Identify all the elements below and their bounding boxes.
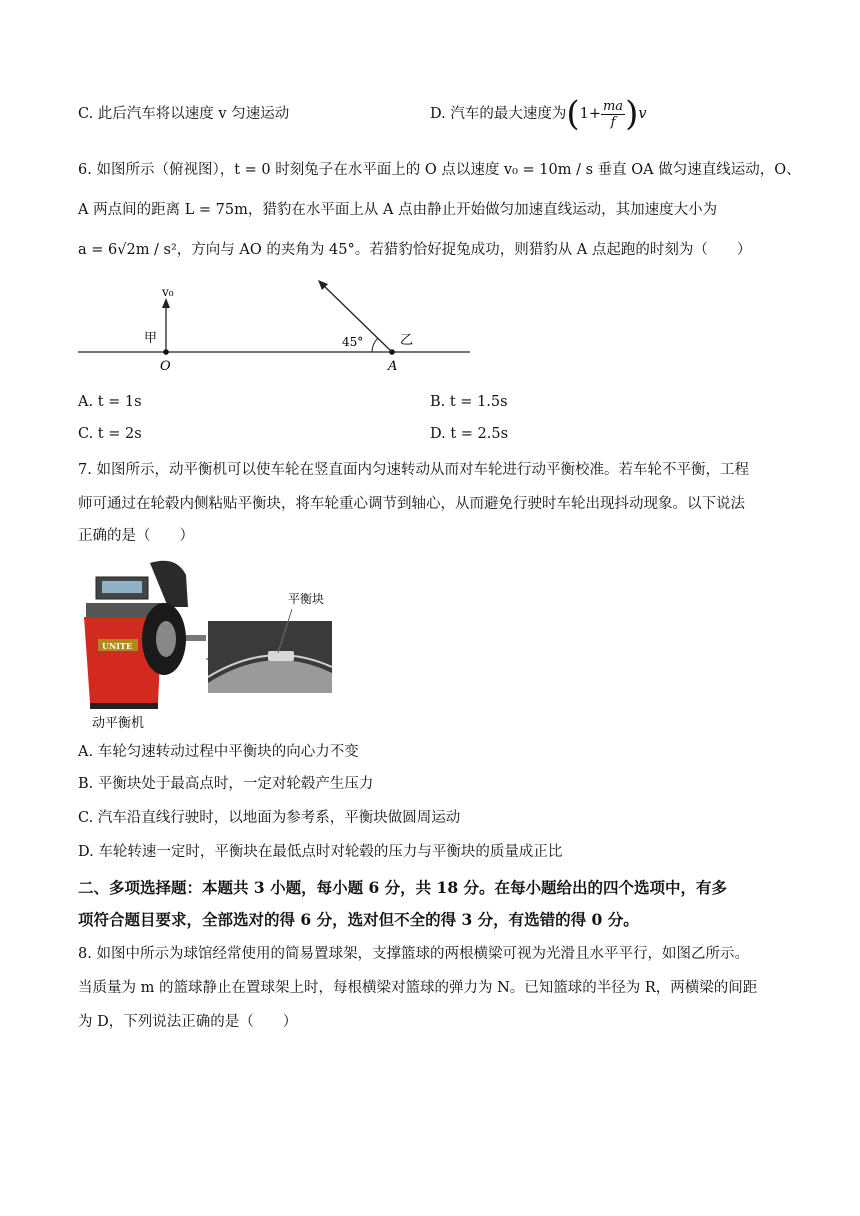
q6-figure: [76, 278, 476, 374]
velocity-arrow-head: [162, 298, 170, 308]
o-label: O: [160, 359, 171, 374]
q6-option-a: A. t = 1s: [78, 394, 142, 410]
q6-text-line-2: A 两点间的距离 L = 75m，猎豹在水平面上从 A 点由静止开始做匀加速直线运动，其加速度大小为: [78, 202, 718, 218]
fraction-denominator: f: [610, 114, 616, 130]
q7-option-b: B. 平衡块处于最高点时，一定对轮毂产生压力: [78, 776, 374, 792]
section2-heading-line-2: 项符合题目要求，全部选对的得 6 分，选对但不全的得 3 分，有选错的得 0 分。: [78, 910, 639, 929]
left-paren: (: [566, 94, 580, 134]
q6-text-line-1: 6. 如图所示（俯视图），t = 0 时刻兔子在水平面上的 O 点以速度 v₀ = 10m / s 垂直 OA 做匀速直线运动，O、: [78, 162, 801, 178]
a-label: A: [388, 359, 398, 374]
yi-label: 乙: [400, 333, 414, 348]
q6-text-line-3: a = 6√2m / s²，方向与 AO 的夹角为 45°。若猎豹恰好捉兔成功，则猎豹从 A 点起跑的时刻为（ ）: [78, 242, 752, 258]
q7-text-line-1: 7. 如图所示，动平衡机可以使车轮在竖直面内匀速转动从而对车轮进行动平衡校准。若车轮不平衡，工程: [78, 462, 749, 478]
q5-option-c: C. 此后汽车将以速度 v 匀速运动: [78, 106, 290, 122]
q8-text-line-1: 8. 如图中所示为球馆经常使用的简易置球架，支撑篮球的两根横梁可视为光滑且水平平行，如图乙所示。: [78, 946, 749, 962]
v0-label: v₀: [162, 285, 174, 299]
q7-figure: [78, 555, 338, 735]
balance-block: [268, 651, 294, 661]
angle-label: 45°: [342, 335, 364, 349]
q7-text-line-2: 师可通过在轮毂内侧粘贴平衡块，将车轮重心调节到轴心，从而避免行驶时车轮出现抖动现象。以下说法: [78, 496, 745, 512]
q5-option-d-plus: +: [588, 106, 601, 122]
q5-option-d: [430, 92, 647, 136]
q5-option-d-prefix: D. 汽车的最大速度为: [430, 106, 567, 122]
display-screen: [102, 581, 142, 593]
block-label: 平衡块: [288, 592, 325, 606]
q6-option-d: D. t = 2.5s: [430, 426, 509, 442]
point-o: [163, 349, 169, 355]
q6-option-c: C. t = 2s: [78, 426, 142, 442]
wheel-hub: [156, 621, 176, 657]
fraction-numerator: ma: [602, 98, 624, 114]
q7-option-d: D. 车轮转速一定时，平衡块在最低点时对轮毂的压力与平衡块的质量成正比: [78, 844, 563, 860]
jia-label: 甲: [144, 331, 158, 346]
spindle: [186, 635, 206, 641]
q7-option-c: C. 汽车沿直线行驶时，以地面为参考系，平衡块做圆周运动: [78, 810, 461, 826]
q5-option-d-one: 1: [579, 106, 589, 122]
right-paren: ): [625, 94, 639, 134]
machine-base: [90, 703, 158, 709]
angle-arc: [372, 338, 378, 352]
machine-caption: 动平衡机: [92, 716, 145, 731]
machine-hood: [150, 561, 188, 607]
q6-option-b: B. t = 1.5s: [430, 394, 508, 410]
section2-heading-line-1: 二、多项选择题：本题共 3 小题，每小题 6 分，共 18 分。在每小题给出的四个选项中，有多: [78, 878, 728, 897]
q7-text-line-3: 正确的是（ ）: [78, 528, 194, 544]
q8-text-line-2: 当质量为 m 的篮球静止在置球架上时，每根横梁对篮球的弹力为 N。已知篮球的半径为 R，两横梁的间距: [78, 980, 758, 996]
q8-text-line-3: 为 D，下列说法正确的是（ ）: [78, 1014, 298, 1030]
brand-text: UNITE: [102, 641, 133, 651]
q5-option-d-suffix: v: [638, 106, 647, 122]
q7-option-a: A. 车轮匀速转动过程中平衡块的向心力不变: [78, 744, 359, 760]
fraction-ma-over-f: [601, 99, 625, 130]
